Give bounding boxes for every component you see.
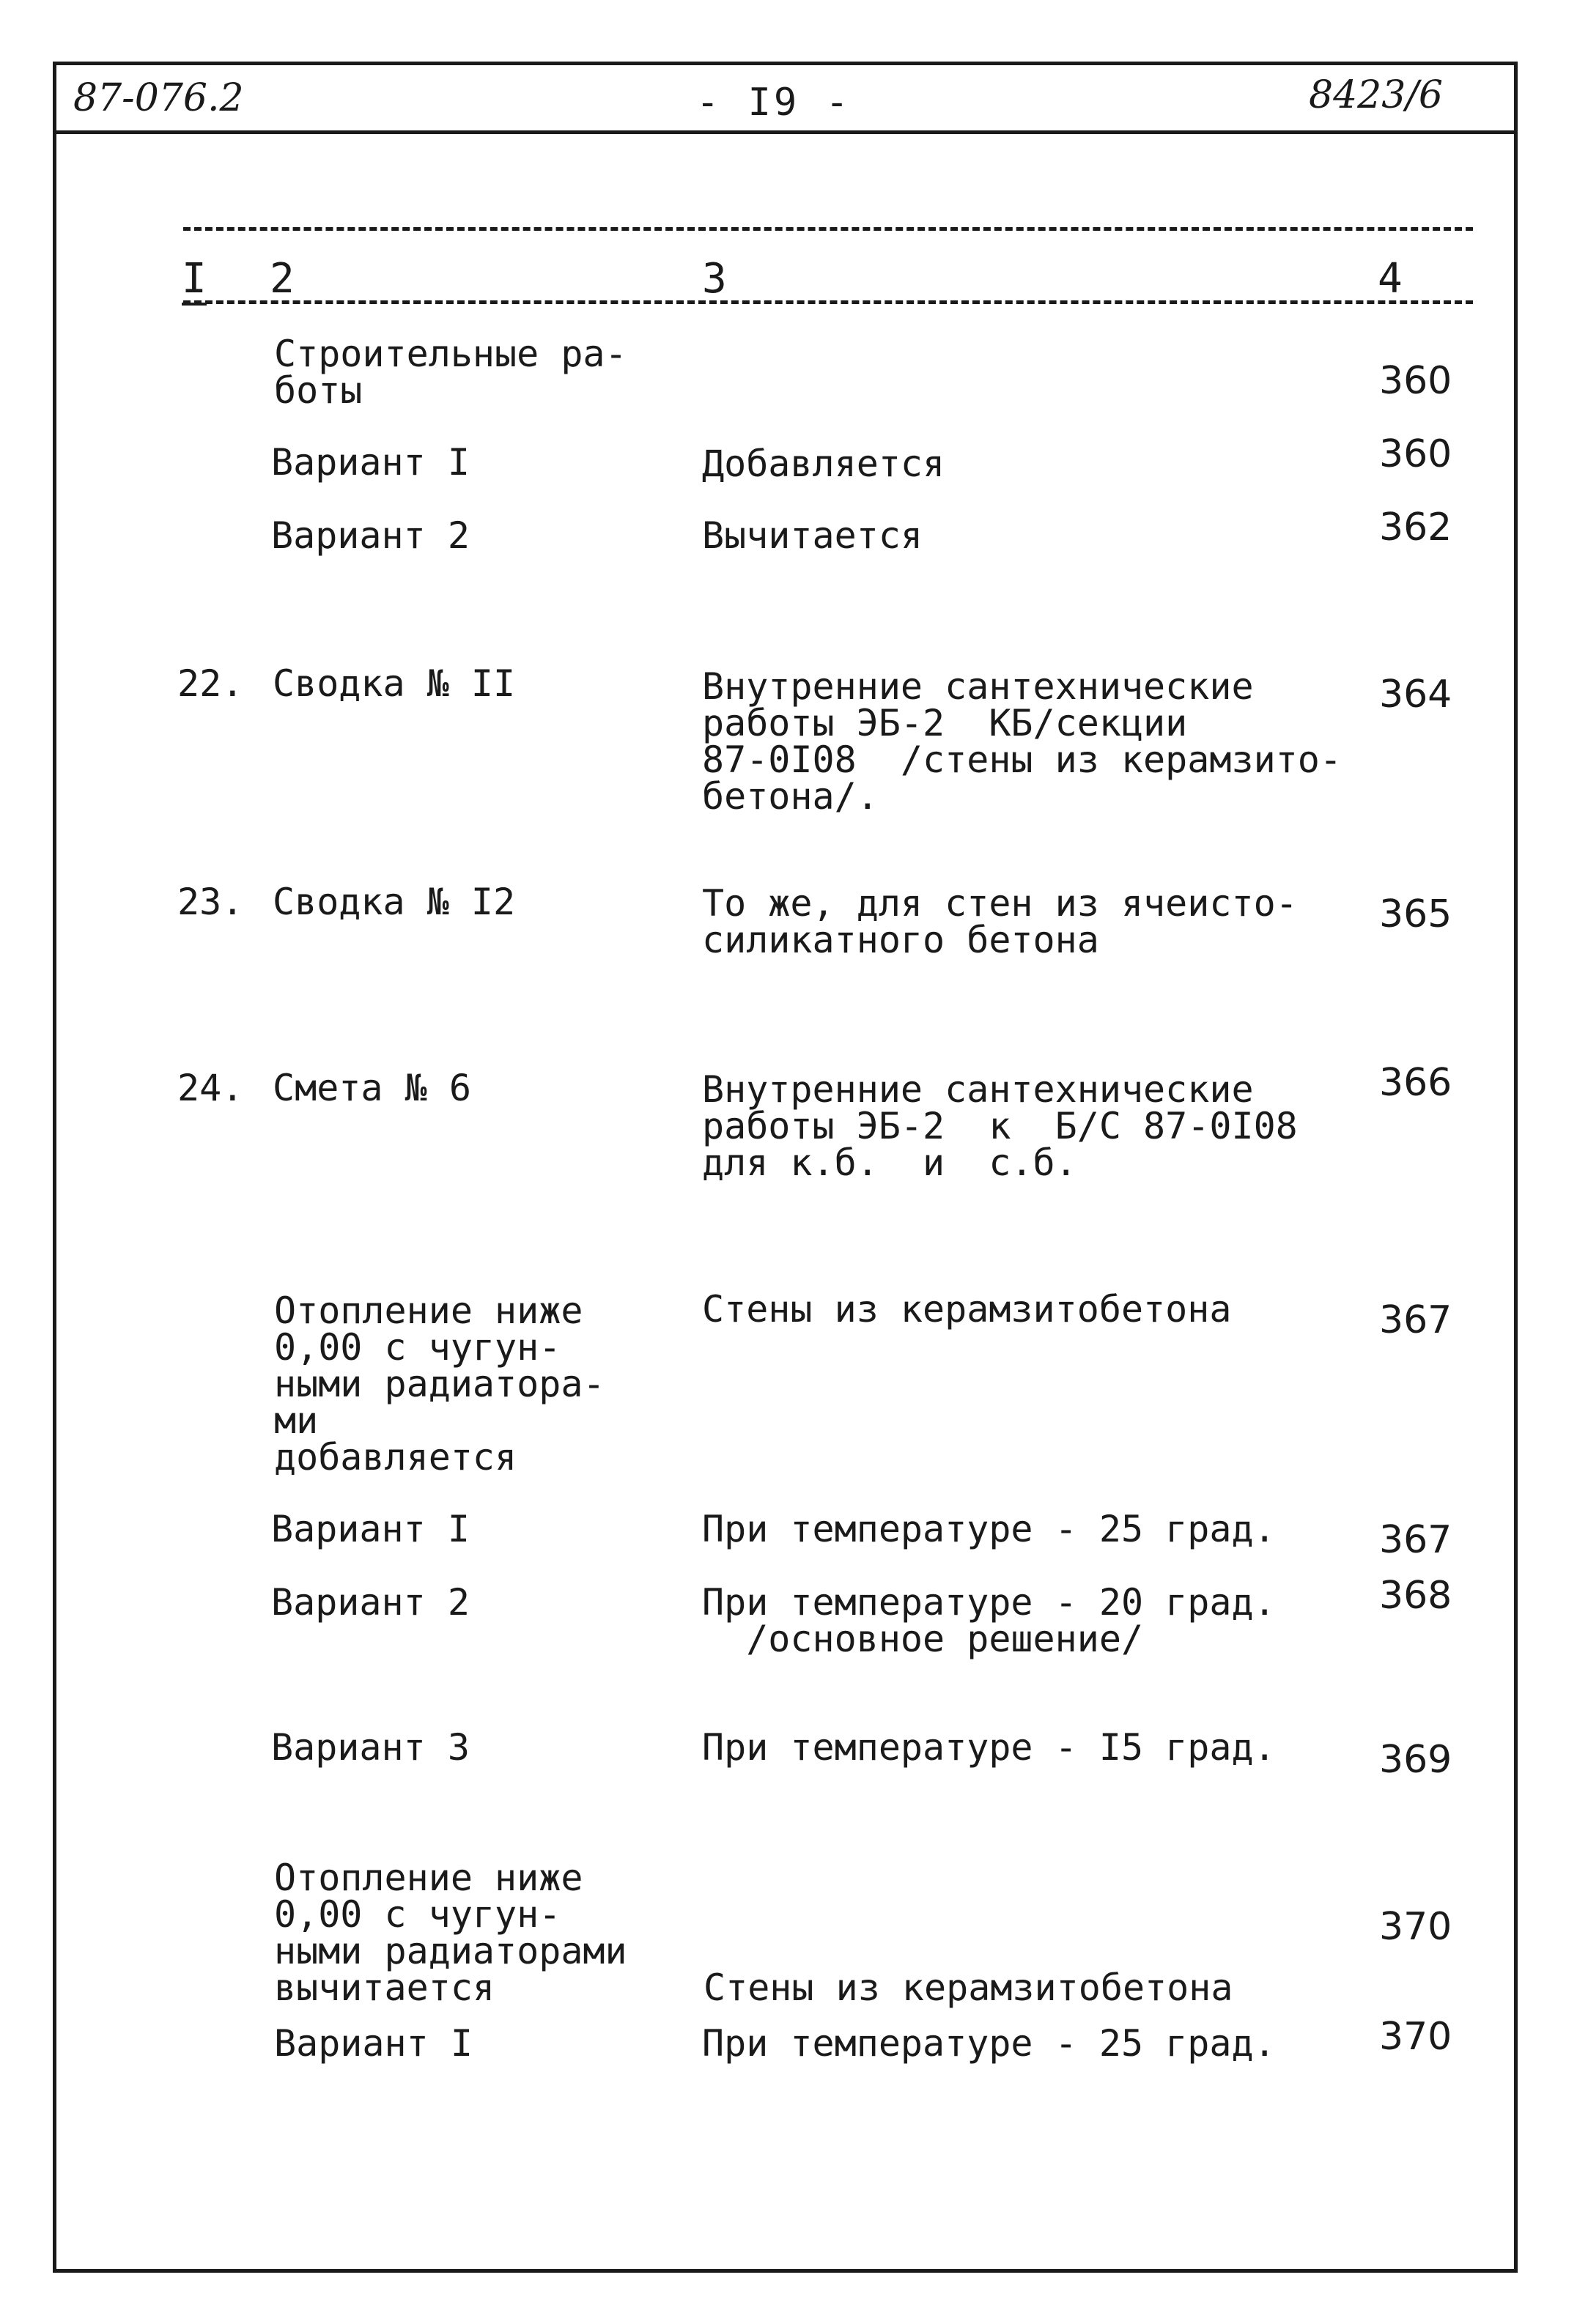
row-desc: При температуре - I5 град.	[702, 1726, 1276, 1769]
row-desc: То же, для стен из ячеисто- силикатного бетона	[702, 882, 1298, 961]
row-page: 367	[1379, 1518, 1452, 1562]
row-name: Смета № 6	[273, 1067, 471, 1109]
row-desc: Добавляется	[702, 443, 945, 485]
row-desc: Внутренние сантехнические работы ЭБ-2 КБ/секции 87-0I08 /стены из керамзито- бетона/.	[702, 665, 1342, 818]
row-page: 360	[1379, 359, 1452, 403]
column-header-3: 3	[702, 255, 727, 303]
row-name: Вариант 2	[271, 514, 470, 557]
row-desc: При температуре - 25 град.	[702, 2022, 1276, 2065]
row-desc: Внутренние сантехнические работы ЭБ-2 к Б/С 87-0I08 для к.б. и с.б.	[702, 1068, 1298, 1184]
row-desc: Стены из керамзитобетона	[703, 1966, 1233, 2009]
row-page: 370	[1379, 1905, 1452, 1949]
column-header-2: 2	[270, 255, 295, 303]
row-desc: Стены из керамзитобетона	[702, 1288, 1232, 1331]
row-page: 365	[1379, 892, 1452, 936]
row-page: 368	[1379, 1574, 1452, 1618]
row-name: Строительные ра- боты	[274, 333, 627, 412]
row-name: Сводка № II	[273, 662, 516, 705]
row-name: Отопление ниже 0,00 с чугун- ными радиаторами вычитается	[274, 1857, 627, 2009]
row-name: Вариант 2	[271, 1581, 470, 1624]
row-page: 367	[1379, 1298, 1452, 1342]
header-bottom-rule	[183, 300, 1473, 304]
row-number: 22.	[177, 662, 244, 705]
row-page: 366	[1379, 1061, 1452, 1105]
row-name: Вариант I	[274, 2022, 473, 2065]
row-number: 23.	[177, 881, 244, 923]
row-page: 369	[1379, 1738, 1452, 1782]
row-page: 360	[1379, 432, 1452, 476]
header-rule	[53, 130, 1518, 134]
column-header-4: 4	[1378, 255, 1403, 303]
doc-code: 87-076.2	[73, 76, 244, 120]
column-header-1: I	[182, 255, 207, 306]
page-number: - I9 -	[696, 81, 852, 125]
row-name: Отопление ниже 0,00 с чугун- ными радиатора- ми добавляется	[274, 1289, 605, 1479]
row-page: 370	[1379, 2015, 1452, 2059]
row-page: 364	[1379, 673, 1452, 717]
row-name: Вариант I	[271, 441, 470, 484]
row-desc: При температуре - 20 град. /основное решение/	[702, 1581, 1276, 1660]
row-name: Сводка № I2	[273, 881, 516, 923]
sheet-code: 8423/6	[1309, 73, 1443, 117]
row-number: 24.	[177, 1067, 244, 1109]
row-page: 362	[1379, 506, 1452, 549]
row-desc: Вычитается	[702, 514, 923, 557]
row-name: Вариант 3	[271, 1726, 470, 1769]
row-name: Вариант I	[271, 1508, 470, 1550]
row-desc: При температуре - 25 град.	[702, 1508, 1276, 1550]
table-top-rule	[183, 227, 1473, 231]
